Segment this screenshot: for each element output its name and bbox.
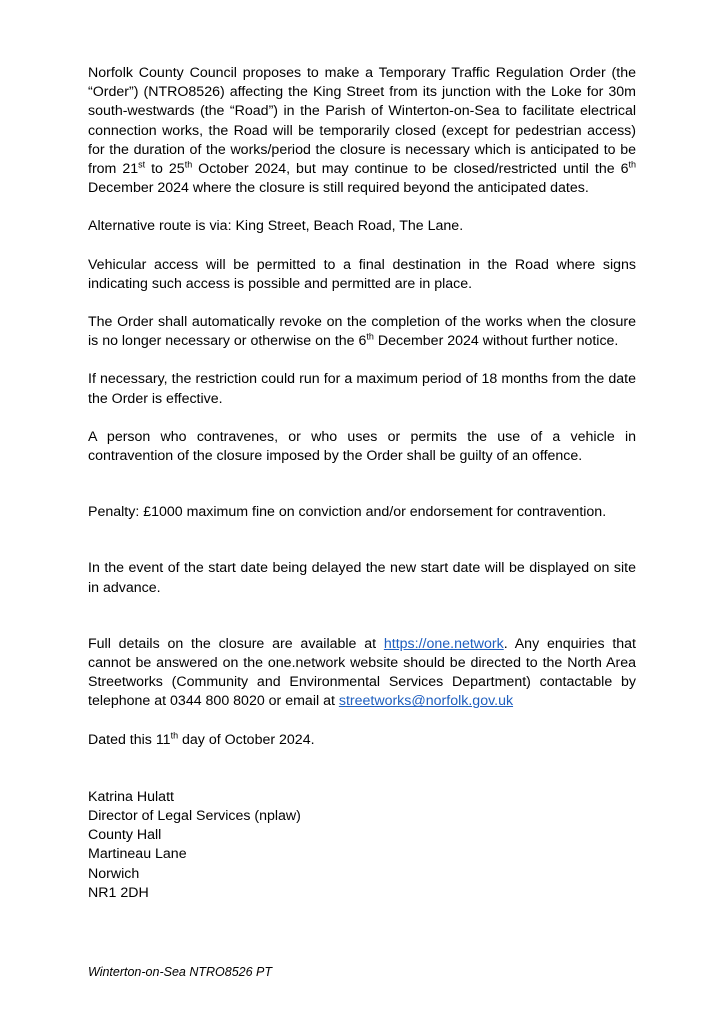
revoke-paragraph bbox=[88, 313, 636, 351]
ordinal-suffix: th bbox=[366, 331, 374, 342]
address-line-2: Martineau Lane bbox=[88, 846, 187, 863]
signatory-name: Katrina Hulatt bbox=[88, 788, 174, 805]
details-paragraph bbox=[88, 635, 636, 712]
address-line-3: Norwich bbox=[88, 865, 140, 882]
ordinal-suffix: th bbox=[184, 159, 193, 170]
notice-body bbox=[88, 64, 636, 903]
address-postcode: NR1 2DH bbox=[88, 884, 149, 901]
intro-text-1: Norfolk County Council proposes to make a Temporary Traffic Regulation Order (the “Order”) (NTRO8526) affecting the King Street from its junction with the Loke for 30m south-westwards (the “Road”) in the Parish of Winterton-on-Sea to facilitate electrical connection works, the Road will be temporarily closed (except for pedestrian access) for the duration of the works/period the closure is necessary which is anticipated to be from 21 bbox=[88, 65, 636, 178]
address-line-1: County Hall bbox=[88, 827, 162, 844]
alternative-route-paragraph: Alternative route is via: King Street, Beach Road, The Lane. bbox=[88, 218, 464, 235]
signature-block bbox=[88, 788, 636, 903]
revoke-text-1: The Order shall automatically revoke on the completion of the works when the closure is no longer necessary or otherwise on the 6 bbox=[88, 314, 636, 350]
ordinal-suffix: th bbox=[170, 729, 179, 740]
dated-paragraph bbox=[88, 731, 636, 750]
offence-paragraph: A person who contravenes, or who uses or permits the use of a vehicle in contravention of the closure imposed by the Order shall be guilty of an offence. bbox=[88, 428, 636, 465]
vehicular-access-paragraph: Vehicular access will be permitted to a final destination in the Road where signs indicating such access is possible and permitted are in place. bbox=[88, 256, 636, 292]
start-date-paragraph: In the event of the start date being delayed the new start date will be displayed on site in advance. bbox=[88, 560, 636, 596]
intro-text-2: to 25 bbox=[145, 161, 185, 178]
signatory-title: Director of Legal Services (nplaw) bbox=[88, 808, 301, 825]
dated-text-2: day of October 2024. bbox=[178, 731, 315, 748]
revoke-text-2: December 2024 without further notice. bbox=[373, 333, 619, 350]
intro-paragraph bbox=[88, 64, 636, 198]
intro-text-4: December 2024 where the closure is still required beyond the anticipated dates. bbox=[88, 180, 589, 197]
intro-text-3: October 2024, but may continue to be closed/restricted until the 6 bbox=[192, 161, 629, 178]
max-period-paragraph: If necessary, the restriction could run for a maximum period of 18 months from the date the Order is effective. bbox=[88, 371, 636, 407]
details-text-2: . Any enquiries that cannot be answered on the one.network website should be directed to the North Area Streetworks (Community and Environmental Services Department) contactable by telephone at 0344 800 8020 or email at bbox=[88, 635, 637, 710]
page-footer: Winterton-on-Sea NTRO8526 PT bbox=[88, 965, 272, 979]
details-text-1: Full details on the closure are available at bbox=[88, 635, 384, 652]
dated-text-1: Dated this 11 bbox=[88, 731, 171, 748]
penalty-paragraph: Penalty: £1000 maximum fine on conviction and/or endorsement for contravention. bbox=[88, 504, 607, 521]
ordinal-suffix: th bbox=[628, 159, 636, 170]
streetworks-email-link[interactable]: streetworks@norfolk.gov.uk bbox=[338, 693, 514, 710]
one-network-link[interactable]: https://one.network bbox=[383, 635, 504, 652]
ordinal-suffix: st bbox=[138, 159, 146, 170]
